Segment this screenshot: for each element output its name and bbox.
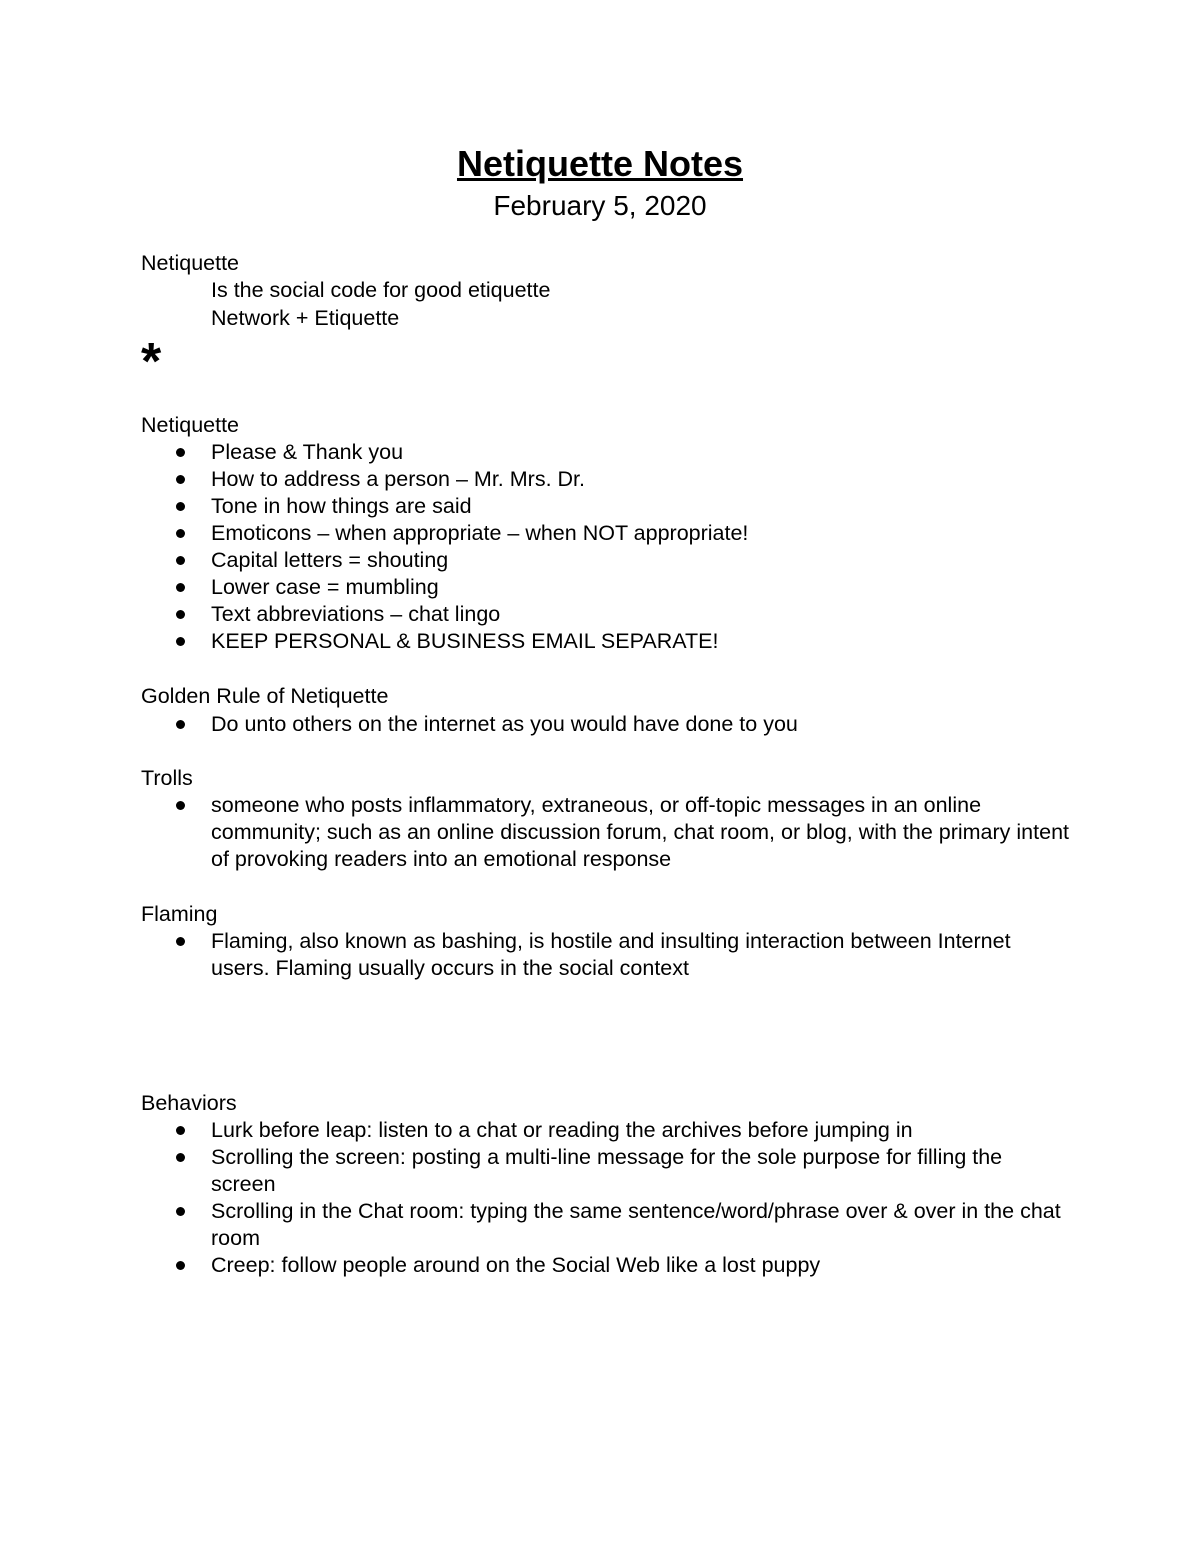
list-item: Do unto others on the internet as you would have done to you — [0, 711, 1071, 738]
bullet-icon — [176, 1261, 185, 1270]
bullet-icon — [176, 637, 185, 646]
list-item: Lower case = mumbling — [0, 574, 1071, 601]
section-heading-trolls: Trolls — [141, 766, 193, 790]
list-item: someone who posts inflammatory, extraneous, or off-topic messages in an online community; such as an online discussion forum, chat room, or blog, with the primary intent of provoking readers into an emotional response — [0, 792, 1071, 873]
list-item: Tone in how things are said — [0, 493, 1071, 520]
trolls-list — [0, 792, 1200, 873]
intro-line: Network + Etiquette — [211, 306, 400, 330]
bullet-icon — [176, 1153, 185, 1162]
bullet-icon — [176, 801, 185, 810]
section-heading-behaviors: Behaviors — [141, 1091, 237, 1115]
section-heading-flaming: Flaming — [141, 902, 218, 926]
bullet-icon — [176, 475, 185, 484]
bullet-icon — [176, 1126, 185, 1135]
asterisk-mark: * — [141, 333, 162, 391]
section-heading-netiquette: Netiquette — [141, 413, 240, 437]
flaming-list — [0, 928, 1200, 982]
list-item: Text abbreviations – chat lingo — [0, 601, 1071, 628]
bullet-icon — [176, 1207, 185, 1216]
section-heading-golden-rule: Golden Rule of Netiquette — [141, 684, 389, 708]
list-item: How to address a person – Mr. Mrs. Dr. — [0, 466, 1071, 493]
bullet-icon — [176, 448, 185, 457]
behaviors-list — [0, 1117, 1200, 1279]
intro-line: Is the social code for good etiquette — [211, 278, 551, 302]
list-item: Capital letters = shouting — [0, 547, 1071, 574]
bullet-icon — [176, 583, 185, 592]
list-item: Lurk before leap: listen to a chat or reading the archives before jumping in — [0, 1117, 1071, 1144]
list-item: Scrolling the screen: posting a multi-line message for the sole purpose for filling the screen — [0, 1144, 1071, 1198]
list-item: Creep: follow people around on the Social Web like a lost puppy — [0, 1252, 1071, 1279]
list-item: Flaming, also known as bashing, is hostile and insulting interaction between Internet users. Flaming usually occurs in the social context — [0, 928, 1071, 982]
intro-heading: Netiquette — [141, 251, 240, 275]
document-date: February 5, 2020 — [493, 190, 707, 221]
bullet-icon — [176, 556, 185, 565]
netiquette-list — [0, 439, 1200, 655]
bullet-icon — [176, 720, 185, 729]
list-item: KEEP PERSONAL & BUSINESS EMAIL SEPARATE! — [0, 628, 1071, 655]
page-title: Netiquette Notes — [456, 143, 744, 184]
list-item: Please & Thank you — [0, 439, 1071, 466]
bullet-icon — [176, 610, 185, 619]
bullet-icon — [176, 937, 185, 946]
bullet-icon — [176, 502, 185, 511]
list-item: Emoticons – when appropriate – when NOT appropriate! — [0, 520, 1071, 547]
golden-rule-list — [0, 711, 1200, 738]
list-item: Scrolling in the Chat room: typing the same sentence/word/phrase over & over in the chat room — [0, 1198, 1071, 1252]
bullet-icon — [176, 529, 185, 538]
